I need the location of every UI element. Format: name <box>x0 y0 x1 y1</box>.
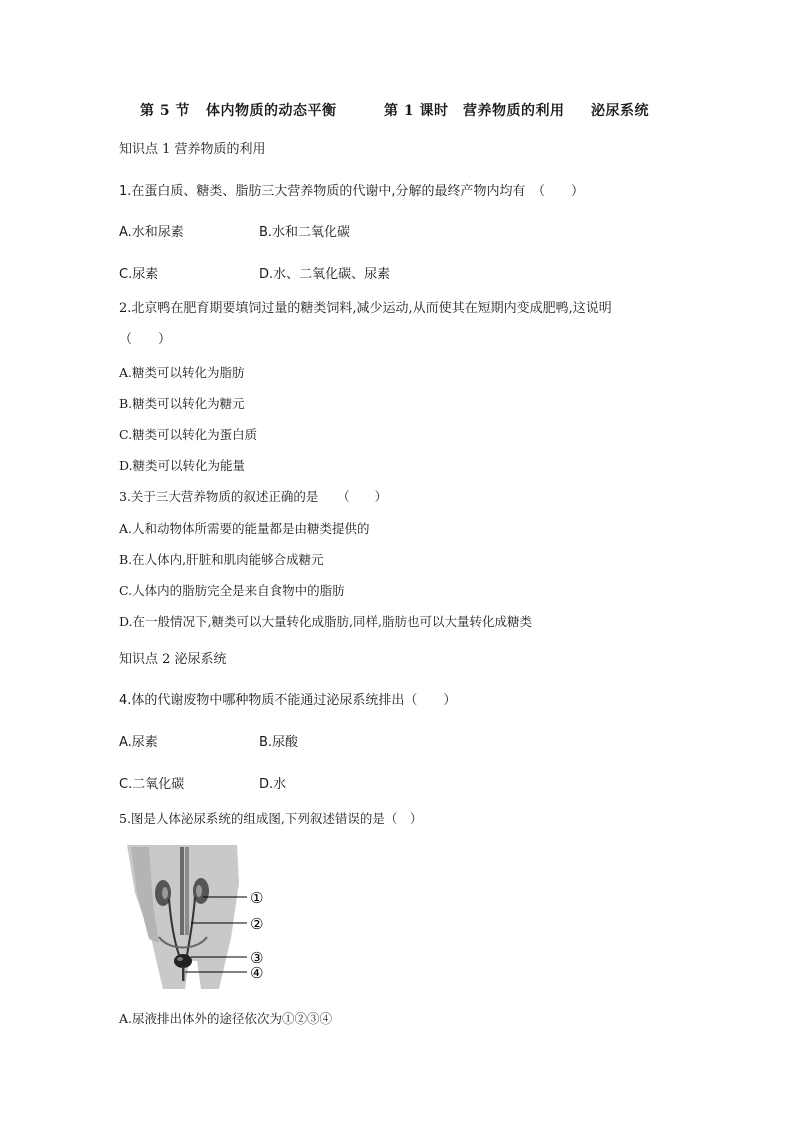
question-1-option-c: C.尿素 <box>119 267 159 282</box>
lesson-number: 第 1 课时 <box>384 103 449 119</box>
question-2-paren: （ ） <box>119 332 172 347</box>
figure-label-3: ③ <box>250 949 264 967</box>
lesson-title: 营养物质的利用 <box>463 103 565 119</box>
question-2-option-c: C.糖类可以转化为蛋白质 <box>119 427 258 442</box>
urinary-system-figure <box>119 843 271 989</box>
question-4-option-c: C.二氧化碳 <box>119 777 185 792</box>
question-2-option-b: B.糖类可以转化为糖元 <box>119 396 245 411</box>
question-4-stem: 4.体的代谢废物中哪种物质不能通过泌尿系统排出（ ） <box>119 693 457 708</box>
question-2-option-a: A.糖类可以转化为脂肪 <box>119 365 245 380</box>
figure-label-1: ① <box>250 889 264 907</box>
question-5-option-a: A.尿液排出体外的途径依次为①②③④ <box>119 1011 333 1026</box>
question-3-option-a: A.人和动物体所需要的能量都是由糖类提供的 <box>119 521 370 536</box>
urethra <box>182 967 185 981</box>
question-4-option-d: D.水 <box>259 777 287 792</box>
question-3-stem: 3.关于三大营养物质的叙述正确的是 （ ） <box>119 489 388 504</box>
question-3-option-d: D.在一般情况下,糖类可以大量转化成脂肪,同样,脂肪也可以大量转化成糖类 <box>119 614 532 629</box>
bladder <box>174 954 192 968</box>
section-title: 体内物质的动态平衡 <box>206 103 337 119</box>
question-3-option-b: B.在人体内,肝脏和肌肉能够合成糖元 <box>119 552 324 567</box>
figure-label-2: ② <box>250 915 264 933</box>
figure-label-4: ④ <box>250 964 264 982</box>
question-2-option-d: D.糖类可以转化为能量 <box>119 458 246 473</box>
question-1-option-b: B.水和二氧化碳 <box>259 225 351 240</box>
question-1-option-d: D.水、二氧化碳、尿素 <box>259 267 391 282</box>
aorta <box>180 847 184 935</box>
question-1-stem: 1.在蛋白质、糖类、脂肪三大营养物质的代谢中,分解的最终产物内均有 （ ） <box>119 184 585 199</box>
knowledge-point-1: 知识点 1 营养物质的利用 <box>119 142 266 157</box>
question-5-stem: 5.图是人体泌尿系统的组成图,下列叙述错误的是（ ） <box>119 811 423 826</box>
question-2-stem: 2.北京鸭在肥育期要填饲过量的糖类饲料,减少运动,从而使其在短期内变成肥鸭,这说明 <box>119 301 612 316</box>
section-number: 第 5 节 <box>140 103 190 119</box>
question-1-option-a: A.水和尿素 <box>119 225 184 240</box>
knowledge-point-2: 知识点 2 泌尿系统 <box>119 652 227 667</box>
urinary-system-diagram <box>119 843 271 989</box>
vena-cava <box>185 847 189 935</box>
lesson-subtitle: 泌尿系统 <box>591 103 649 119</box>
question-4-option-a: A.尿素 <box>119 735 158 750</box>
question-3-option-c: C.人体内的脂肪完全是来自食物中的脂肪 <box>119 583 345 598</box>
question-4-option-b: B.尿酸 <box>259 735 299 750</box>
